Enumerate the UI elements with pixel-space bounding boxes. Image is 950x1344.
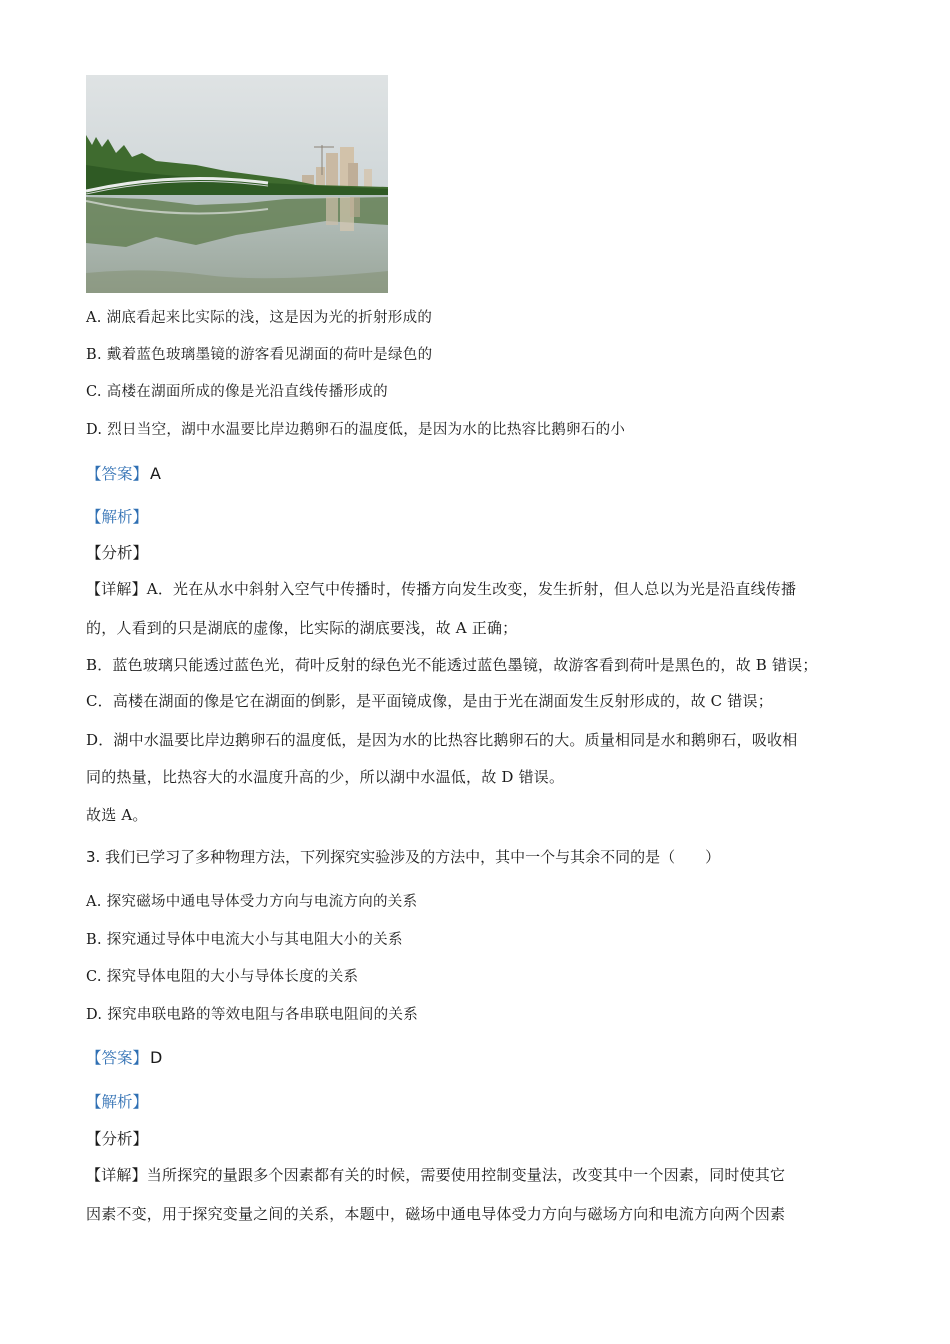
q2-option-b: B. 戴着蓝色玻璃墨镜的游客看见湖面的荷叶是绿色的 bbox=[86, 347, 433, 363]
q3-option-b: B. 探究通过导体中电流大小与其电阻大小的关系 bbox=[86, 932, 403, 948]
answer-label: 【答案】 bbox=[86, 1049, 149, 1067]
q3-stem bbox=[86, 846, 720, 867]
q2-option-c: C. 高楼在湖面所成的像是光沿直线传播形成的 bbox=[86, 384, 388, 400]
q2-conclusion: 故选 A。 bbox=[86, 806, 148, 824]
q2-detail-line-4: C．高楼在湖面的像是它在湖面的倒影，是平面镜成像，是由于光在湖面发生反射形成的，故 C 错误； bbox=[86, 692, 773, 710]
q2-option-a: A. 湖底看起来比实际的浅，这是因为光的折射形成的 bbox=[86, 310, 433, 326]
q3-fenxi-label: 【分析】 bbox=[86, 1130, 149, 1148]
q2-detail-line-5: D．湖中水温要比岸边鹅卵石的温度低，是因为水的比热容比鹅卵石的大。质量相同是水和鹅卵石，吸收相 bbox=[86, 731, 798, 749]
q2-detail-line-3: B．蓝色玻璃只能透过蓝色光，荷叶反射的绿色光不能透过蓝色墨镜，故游客看到荷叶是黑色的，故 B 错误； bbox=[86, 656, 818, 674]
answer-label: 【答案】 bbox=[86, 465, 149, 483]
q3-detail-line-1: 【详解】当所探究的量跟多个因素都有关的时候，需要使用控制变量法，改变其中一个因素，同时使其它 bbox=[86, 1166, 786, 1184]
q3-option-c: C. 探究导体电阻的大小与导体长度的关系 bbox=[86, 969, 359, 985]
q2-fenxi-label: 【分析】 bbox=[86, 544, 149, 562]
q3-option-d: D. 探究串联电路的等效电阻与各串联电阻间的关系 bbox=[86, 1007, 419, 1023]
q3-stem-text: 我们已学习了多种物理方法，下列探究实验涉及的方法中，其中一个与其余不同的是（ ） bbox=[105, 848, 721, 866]
q2-detail-line-1: 【详解】A．光在从水中斜射入空气中传播时，传播方向发生改变，发生折射，但人总以为光是沿直线传播 bbox=[86, 580, 797, 598]
q2-option-d: D. 烈日当空，湖中水温要比岸边鹅卵石的温度低，是因为水的比热容比鹅卵石的小 bbox=[86, 422, 626, 438]
q3-option-a: A. 探究磁场中通电导体受力方向与电流方向的关系 bbox=[86, 894, 418, 910]
q3-analysis-label: 【解析】 bbox=[86, 1093, 149, 1111]
q2-answer bbox=[86, 462, 161, 484]
answer-value: A bbox=[150, 464, 161, 483]
q2-detail-line-6: 同的热量，比热容大的水温度升高的少，所以湖中水温低，故 D 错误。 bbox=[86, 768, 565, 786]
q3-detail-line-2: 因素不变，用于探究变量之间的关系，本题中，磁场中通电导体受力方向与磁场方向和电流方向两个因素 bbox=[86, 1205, 786, 1223]
lake-scene-image bbox=[86, 75, 388, 293]
q3-answer bbox=[86, 1046, 162, 1068]
q2-detail-line-2: 的，人看到的只是湖底的虚像，比实际的湖底要浅，故 A 正确； bbox=[86, 619, 518, 637]
lake-photo bbox=[86, 75, 388, 293]
q3-number: 3. bbox=[86, 848, 101, 866]
answer-value: D bbox=[150, 1048, 163, 1067]
q2-analysis-label: 【解析】 bbox=[86, 508, 149, 526]
